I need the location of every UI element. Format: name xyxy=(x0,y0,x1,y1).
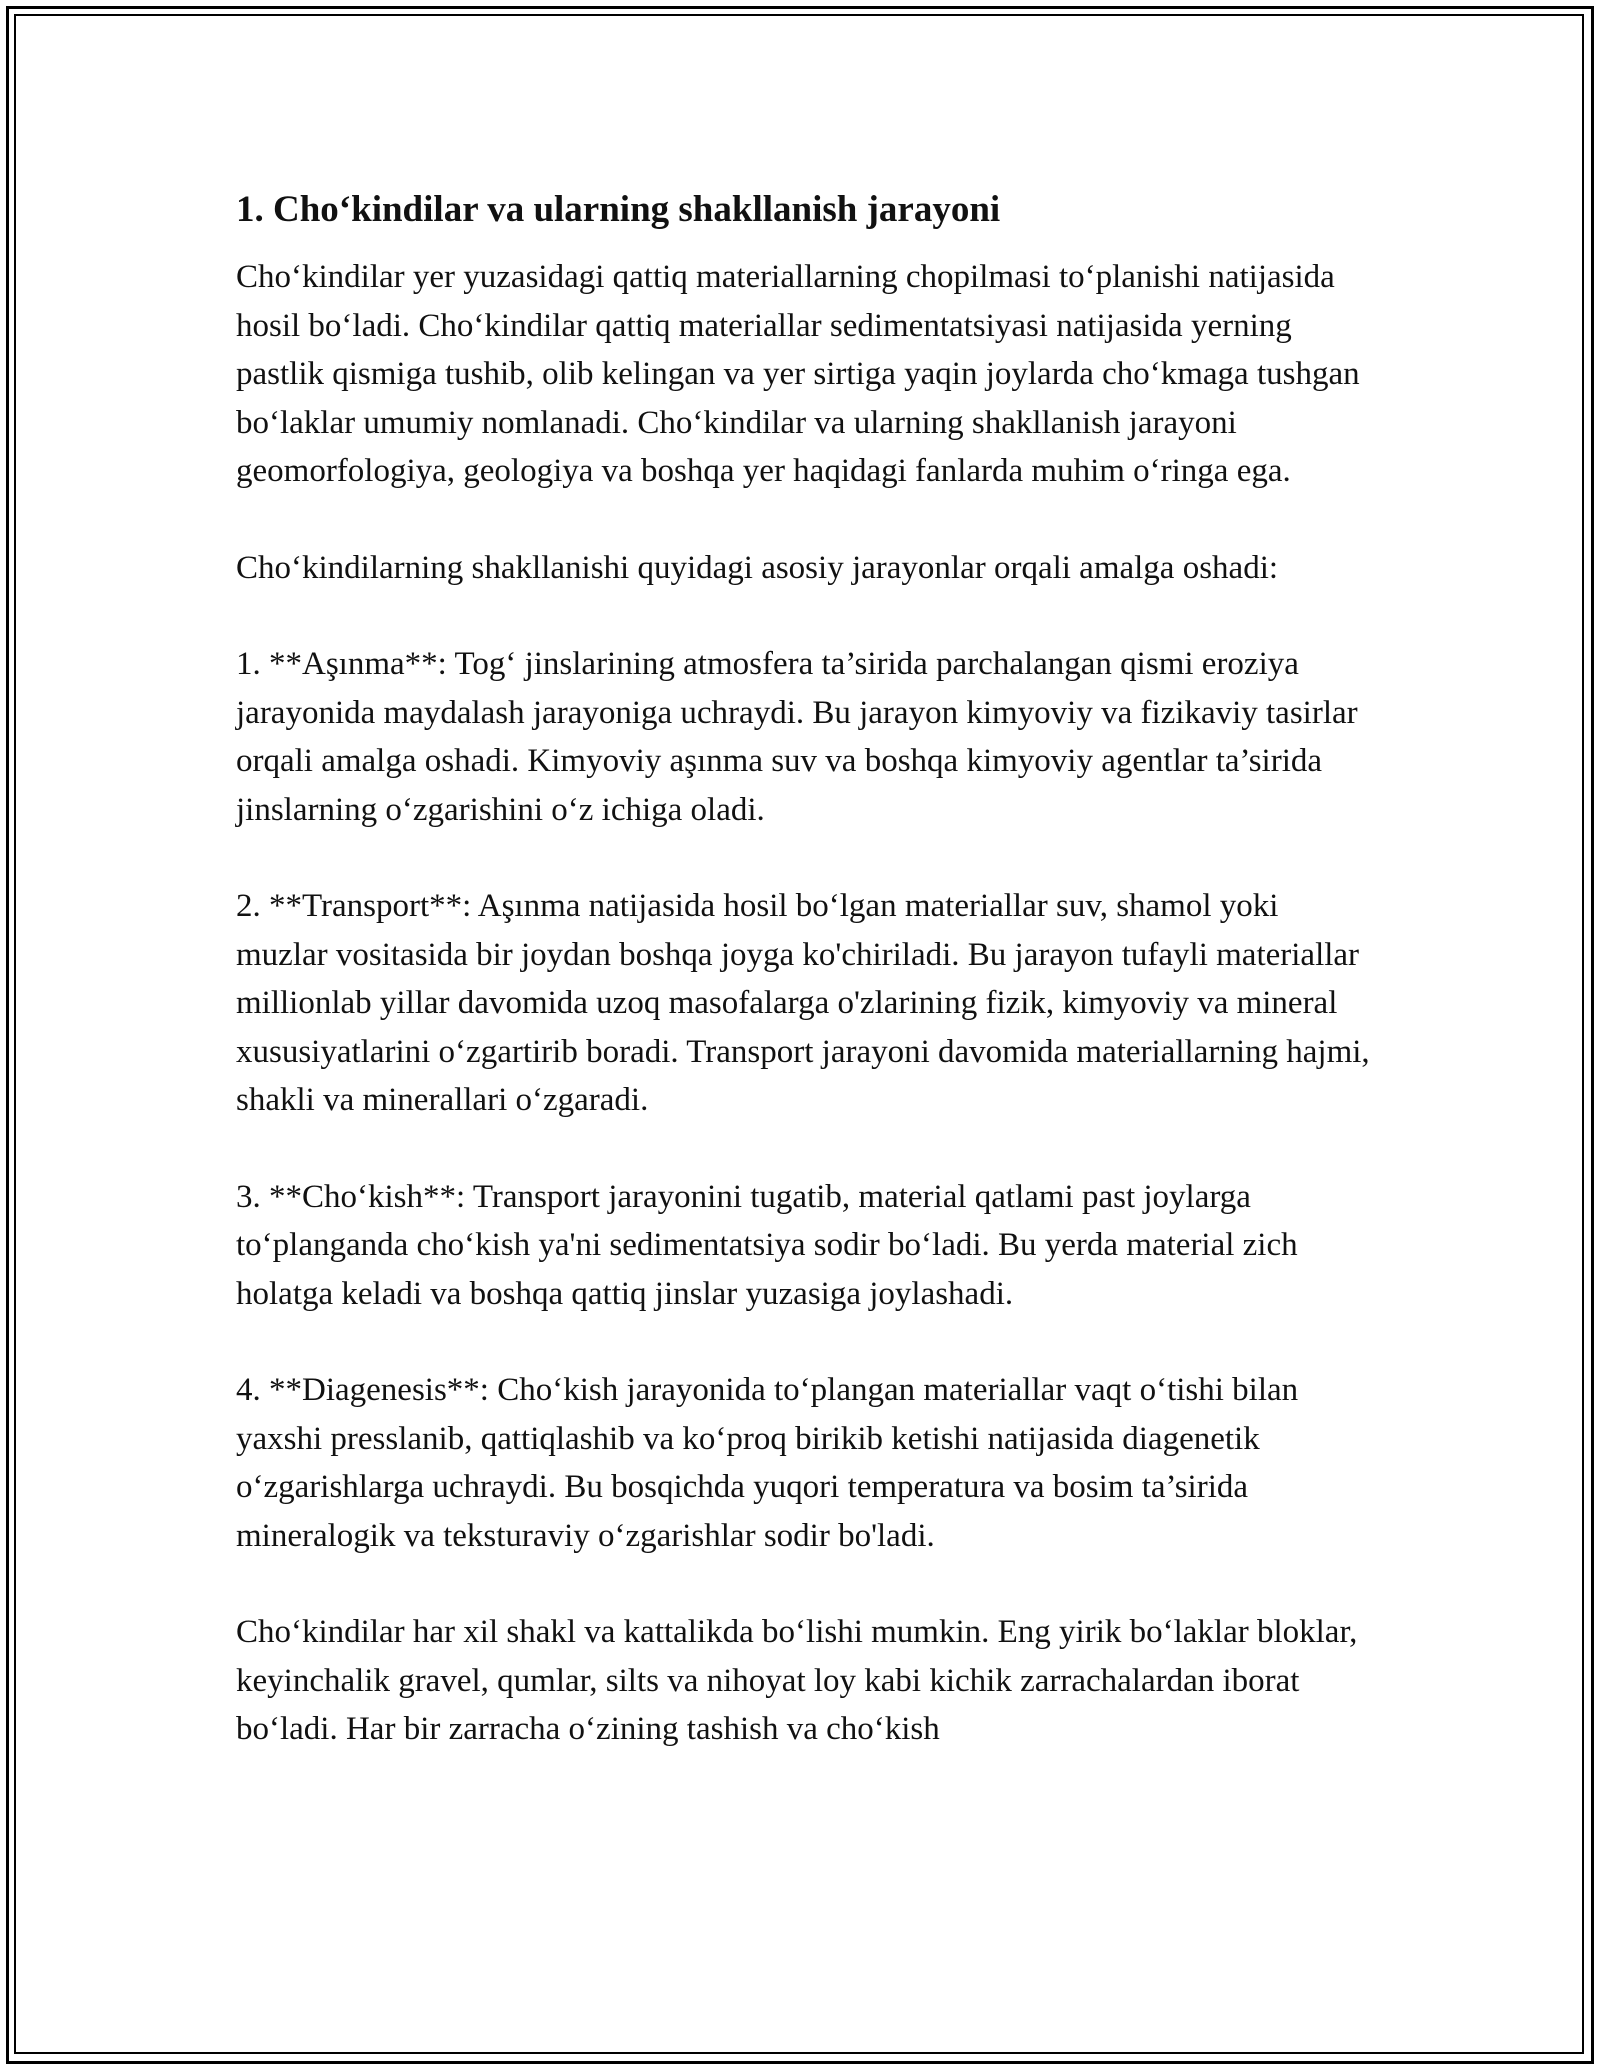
paragraph-grain-sizes: Cho‘kindilar har xil shakl va kattalikda bo‘lishi mumkin. Eng yirik bo‘laklar bloklar, keyinchalik gravel, qumlar, silts va nihoyat loy kabi kichik zarrachalardan iborat bo‘ladi. Har bir zarracha o‘zining tashish va cho‘kish xyxy=(236,1614,1358,1747)
paragraph-intro: Cho‘kindilar yer yuzasidagi qattiq materiallarning chopilmasi to‘planishi natijasida hosil bo‘ladi. Cho‘kindilar qattiq materiallar sedimentatsiyasi natijasida yerning pastlik qismiga tushib, olib kelingan va yer sirtiga yaqin joylarda cho‘kmaga tushgan bo‘laklar umumiy nomlanadi. Cho‘kindilar va ularning shakllanish jarayoni geomorfologiya, geologiya va boshqa yer haqidagi fanlarda muhim o‘ringa ega. xyxy=(236,259,1360,489)
paragraph-item-transport: 2. **Transport**: Aşınma natijasida hosil bo‘lgan materiallar suv, shamol yoki muzlar vositasida bir joydan boshqa joyga ko'chiriladi. Bu jarayon tufayli materiallar millionlab yillar davomida uzoq masofalarga o'zlarining fizik, kimyoviy va mineral xususiyatlarini o‘zgartirib boradi. Transport jarayoni davomida materiallarning hajmi, shakli va minerallari o‘zgaradi. xyxy=(236,888,1370,1118)
paragraph-item-weathering: 1. **Aşınma**: Tog‘ jinslarining atmosfera ta’sirida parchalangan qismi eroziya jarayonida maydalash jarayoniga uchraydi. Bu jarayon kimyoviy va fizikaviy tasirlar orqali amalga oshadi. Kimyoviy aşınma suv va boshqa kimyoviy agentlar ta’sirida jinslarning o‘zgarishini o‘z ichiga oladi. xyxy=(236,646,1358,828)
paragraph-item-diagenesis: 4. **Diagenesis**: Cho‘kish jarayonida to‘plangan materiallar vaqt o‘tishi bilan yaxshi presslanib, qattiqlashib va ko‘proq birikib ketishi natijasida diagenetik o‘zgarishlarga uchraydi. Bu bosqichda yuqori temperatura va bosim ta’sirida mineralogik va teksturaviy o‘zgarishlar sodir bo'ladi. xyxy=(236,1372,1299,1554)
section-heading: 1. Cho‘kindilar va ularning shakllanish jarayoni xyxy=(236,189,1001,230)
paragraph-processes-lead: Cho‘kindilarning shakllanishi quyidagi asosiy jarayonlar orqali amalga oshadi: xyxy=(236,549,1279,586)
document-body xyxy=(236,185,1376,1802)
paragraph-item-deposition: 3. **Cho‘kish**: Transport jarayonini tugatib, material qatlami past joylarga to‘planganda cho‘kish ya'ni sedimentatsiya sodir bo‘ladi. Bu yerda material zich holatga keladi va boshqa qattiq jinslar yuzasiga joylashadi. xyxy=(236,1178,1298,1312)
